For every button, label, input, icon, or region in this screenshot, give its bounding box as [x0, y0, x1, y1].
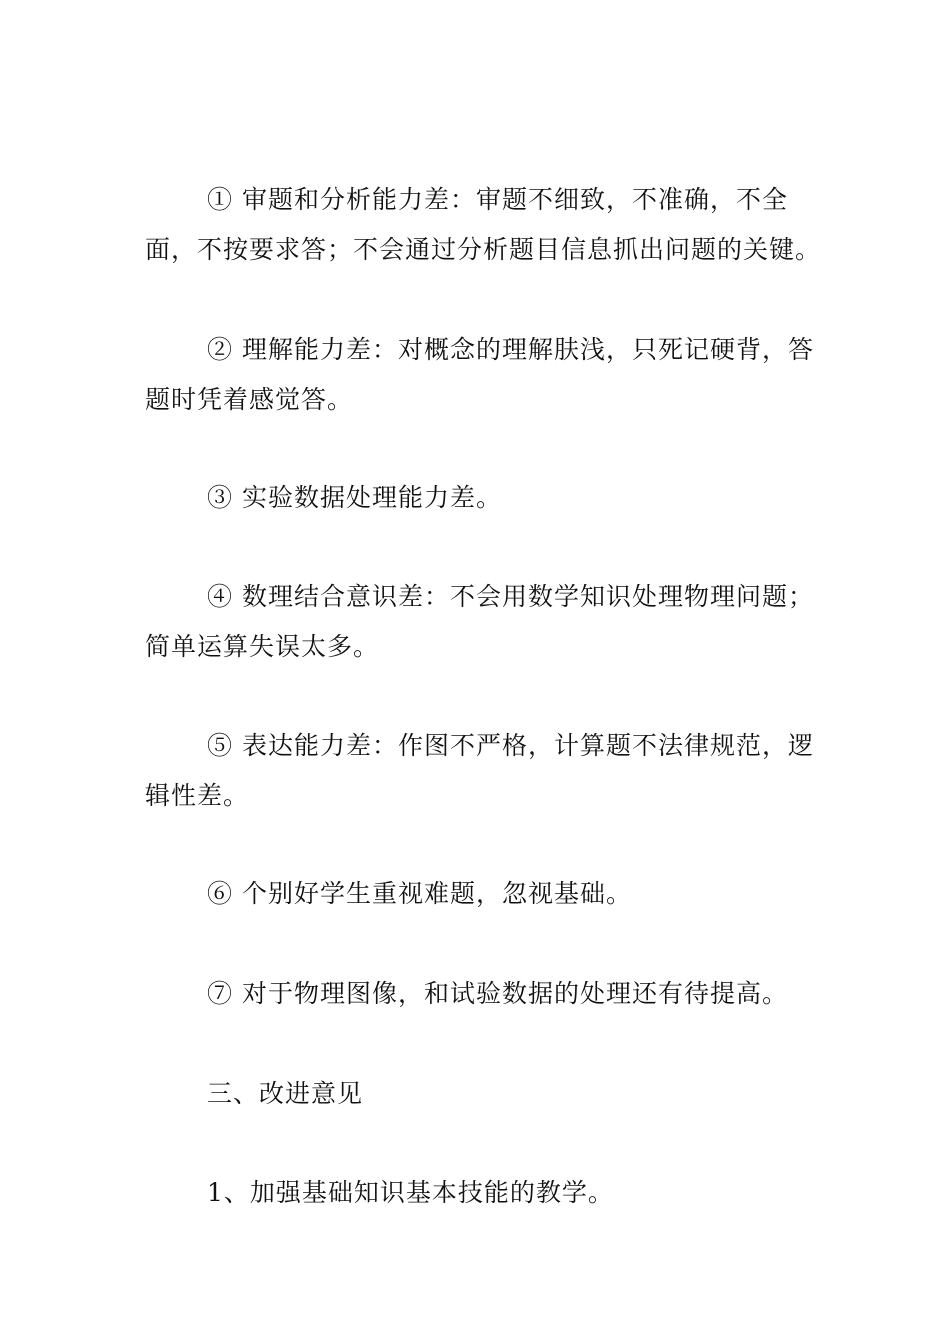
- paragraph-5: ⑤ 表达能力差：作图不严格，计算题不法律规范，逻辑性差。: [145, 731, 814, 810]
- paragraph-4: ④ 数理结合意识差：不会用数学知识处理物理问题；简单运算失误太多。: [145, 582, 814, 661]
- paragraph-3: ③ 实验数据处理能力差。: [207, 483, 502, 512]
- paragraph-7: ⑦ 对于物理图像，和试验数据的处理还有待提高。: [207, 979, 788, 1008]
- paragraph-8: 1、加强基础知识基本技能的教学。: [207, 1178, 614, 1207]
- paragraph-6: ⑥ 个别好学生重视难题，忽视基础。: [207, 879, 632, 908]
- paragraph-1: ① 审题和分析能力差：审题不细致，不准确，不全面，不按要求答；不会通过分析题目信息抓出问题的关键。: [145, 185, 822, 264]
- paragraph-2: ② 理解能力差：对概念的理解肤浅，只死记硬背，答题时凭着感觉答。: [145, 335, 814, 414]
- section-heading: 三、改进意见: [207, 1079, 364, 1108]
